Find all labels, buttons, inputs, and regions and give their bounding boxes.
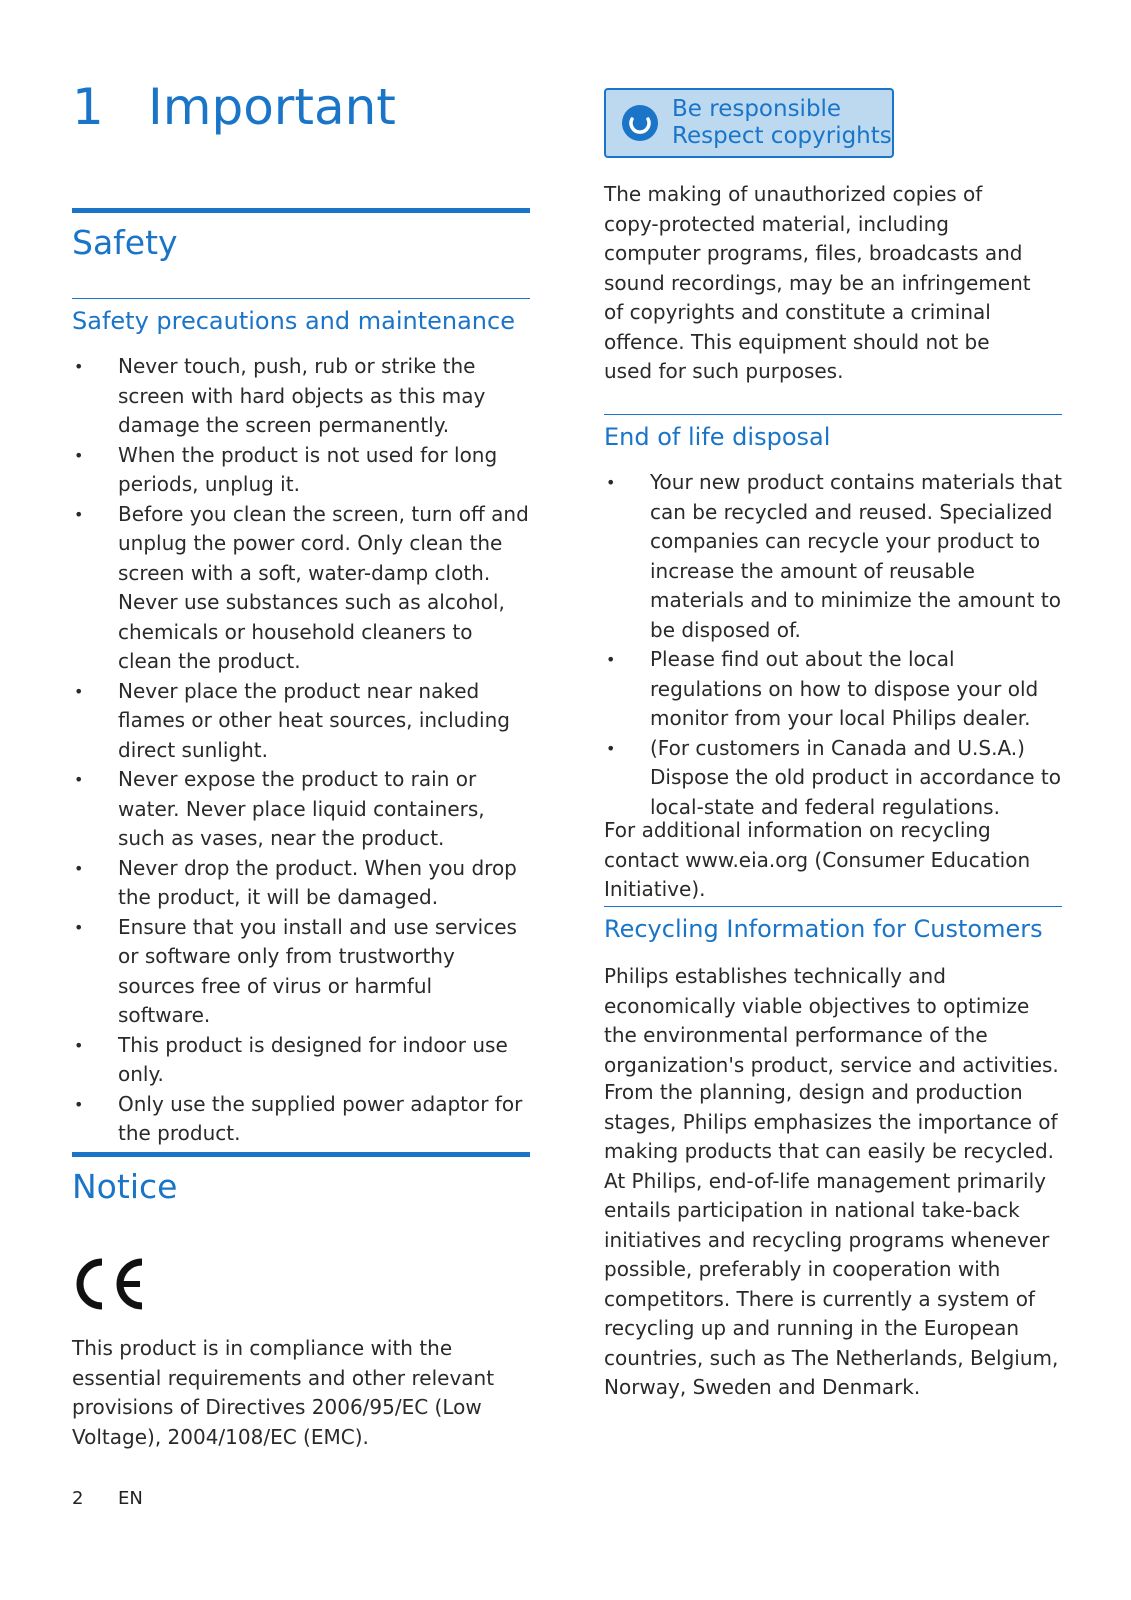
list-item: • Never place the product near naked flames or other heat sources, including direct sunlight.: [72, 677, 530, 766]
list-item: • Before you clean the screen, turn off and unplug the power cord. Only clean the screen with a soft, water-damp cloth. Never use substances such as alcohol, chemicals or household cleaners to clean the product.: [72, 500, 530, 677]
list-item: • Only use the supplied power adaptor for the product.: [72, 1090, 530, 1149]
copyright-badge: [604, 88, 894, 158]
safety-list: [72, 352, 530, 1149]
recycling-paragraph-1: Philips establishes technically and economically viable objectives to optimize the environmental performance of the organization's product, service and activities.: [604, 964, 1059, 1077]
list-item: • Please find out about the local regulations on how to dispose your old monitor from your local Philips dealer.: [604, 645, 1062, 734]
badge-line-1: Be responsible: [672, 96, 842, 122]
list-item: • When the product is not used for long periods, unplug it.: [72, 441, 530, 500]
chapter-number: 1: [72, 78, 104, 136]
disposal-note: For additional information on recycling contact www.eia.org (Consumer Education Initiative).: [604, 818, 1031, 901]
list-item: • Never drop the product. When you drop the product, it will be damaged.: [72, 854, 530, 913]
power-ring-icon: [620, 103, 660, 143]
disposal-title: End of life disposal: [604, 414, 1062, 451]
notice-text: This product is in compliance with the essential requirements and other relevant provisions of Directives 2006/95/EC (Low Voltage), 2004/108/EC (EMC).: [72, 1336, 495, 1449]
list-item: • (For customers in Canada and U.S.A.) Dispose the old product in accordance to local-state and federal regulations.: [604, 734, 1062, 823]
safety-section-title: Safety: [72, 208, 530, 262]
chapter-title: Important: [148, 78, 396, 136]
language-code: EN: [118, 1488, 143, 1509]
page-footer: [72, 1488, 143, 1509]
safety-precautions-title: Safety precautions and maintenance: [72, 298, 530, 335]
list-item: • Your new product contains materials that can be recycled and reused. Specialized companies can recycle your product to increase the amount of reusable materials and to minimize the amount to be disposed of.: [604, 468, 1062, 645]
list-item: • Ensure that you install and use services or software only from trustworthy sources free of virus or harmful software.: [72, 913, 530, 1031]
chapter-heading: [72, 78, 396, 136]
list-item: • Never expose the product to rain or water. Never place liquid containers, such as vases, near the product.: [72, 765, 530, 854]
badge-line-2: Respect copyrights: [672, 123, 892, 149]
recycling-paragraph-2: From the planning, design and production stages, Philips emphasizes the importance of making products that can easily be recycled. At Philips, end-of-life management primarily entails participation in national take-back initiatives and recycling programs whenever possible, preferably in cooperation with competitors. There is currently a system of recycling up and running in the European countries, such as The Netherlands, Belgium, Norway, Sweden and Denmark.: [604, 1080, 1059, 1399]
list-item: • This product is designed for indoor use only.: [72, 1031, 530, 1090]
copyright-text: The making of unauthorized copies of copy-protected material, including computer programs, files, broadcasts and sound recordings, may be an infringement of copyrights and constitute a criminal offence. This equipment should not be used for such purposes.: [604, 182, 1031, 383]
notice-section-title: Notice: [72, 1152, 530, 1206]
ce-logo-icon: [72, 1256, 146, 1312]
recycling-title: Recycling Information for Customers: [604, 906, 1062, 943]
disposal-list: [604, 468, 1062, 822]
page-number: 2: [72, 1488, 84, 1509]
list-item: • Never touch, push, rub or strike the screen with hard objects as this may damage the screen permanently.: [72, 352, 530, 441]
